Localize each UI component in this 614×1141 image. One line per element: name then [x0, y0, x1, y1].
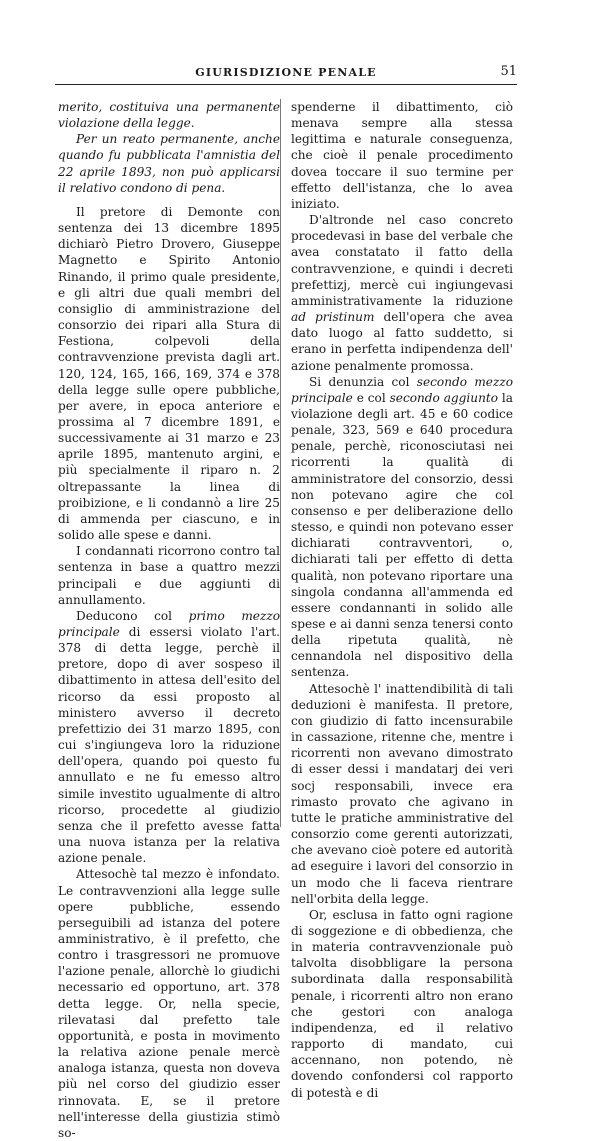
paragraph-maxim: Per un reato permanente, anche quando fu pubblicata l'amnistia del 22 aprile 1893, non può applicarsi il relativo condono di pena.	[58, 132, 280, 195]
paragraph-facts: Il pretore di Demonte con sentenza dei 13 dicembre 1895 dichiarò Pietro Drovero, Giuseppe Magnetto e Spirito Antonio Rinando, il primo quale presidente, e gli altri due quali membri del consiglio di amministrazione del consorzio dei ripari alla Stura di Festiona, colpevoli della contravvenzione prevista dagli art. 120, 124, 165, 166, 169, 374 e 378 della legge sulle opere pubbliche, per avere, in epoca anteriore e prossima al 7 dicembre 1891, e successivamente ai 31 marzo e 23 aprile 1895, mantenuto argini, e più specialmente il riparo n. 2 oltrepassante la linea di proibizione, e li condannò a lire 25 di ammenda per ciascuno, e in solido alle spese e danni.	[58, 204, 280, 543]
paragraph-first-ground	[58, 608, 280, 867]
paragraph-ruling-second: Attesochè l' inattendibilità di tali deduzioni è manifesta. Il pretore, con giudizio di fatto incensurabile in cassazione, ritenne che, mentre i ricorrenti non avevano dimostrato di esser dessi i mandatarj dei veri socj responsabili, invece era rimasto provato che agivano in tutte le pratiche amministrative del consorzio come gerenti autorizzati, che avevano cioè potere ed autorità ad eseguire i lavori del consorzio in un modo che li faceva rientrare nell'orbita della legge.	[291, 681, 513, 906]
page-number: 51	[500, 64, 517, 79]
text-run: dell'opera che avea dato luogo al fatto suddetto, si erano in perfetta indipendenza dell' azione penalmente promossa.	[291, 310, 514, 373]
running-header	[55, 66, 517, 85]
text-run: Deducono col	[76, 608, 189, 623]
text-run: e col	[352, 390, 390, 405]
emphasis: secondo aggiunto	[389, 390, 499, 405]
paragraph-maxim-end: merito, costituiva una permanente violazione della legge.	[58, 100, 280, 131]
text-run: la violazione degli art. 45 e 60 codice penale, 323, 569 e 640 procedura penale, perchè, riconosciutasi nei ricorrenti la qualità di amministratore del consorzio, dessi non potevano agire che col consenso e per deliberazione dello stesso, e quindi non potevano esser dichiarati contravventori, o, dichiarati tali per effetto di detta qualità, non potevano riportare una singola condanna all'ammenda ed essere condannanti in solido alle spese e ai danni senza tenersi conto della ripetuta qualità, nè cennandola nel dispositivo della sentenza.	[291, 390, 513, 680]
emphasis: primo mezzo principale	[58, 608, 280, 639]
paragraph-subordination: Or, esclusa in fatto ogni ragione di soggezione e di obbedienza, che in materia contravvenzionale può talvolta disobbligare la persona subordinata dalla responsabilità penale, i ricorrenti altro non erano che gestori con analoga indipendenza, ed il relativo rapporto di mandato, cui accennano, non potendo, nè dovendo confondersi col rapporto di potestà e di	[291, 907, 513, 1100]
emphasis: ad pristinum	[291, 310, 375, 325]
paragraph-second-ground	[291, 374, 513, 681]
text-run: di essersi violato l'art. 378 di detta legge, perchè il pretore, dopo di aver sospeso il dibattimento in attesa dell'esito del ricorso da essi proposto al ministero avverso il decreto prefettizio dei 31 marzo 1895, con cui s'ingiungeva loro la riduzione dell'opera, quando poi questo fu annullato e ne fu emesso altro simile investito ugualmente di altro ricorso, procedette al giudizio senza che il prefetto avesse fatta una nuova istanza per la relativa azione penale.	[58, 625, 280, 866]
running-title: GIURISDIZIONE PENALE	[195, 66, 377, 79]
text-run: Si denunzia col	[309, 374, 417, 389]
text-run: D'altronde nel caso concreto procedevasi in base del verbale che avea constatato il fatto della contravvenzione, e quindi i decreti prefettizj, mercè cui ingiungevasi amministrativamente la riduzione	[291, 213, 513, 308]
paragraph-continuation: spenderne il dibattimento, ciò menava sempre alla stessa legittima e naturale conseguenza, che cioè il penale procedimento dovea toccare il suo termine per effetto dell'istanza, che lo avea iniziato.	[291, 100, 513, 211]
emphasis: secondo mezzo principale	[291, 374, 513, 405]
paragraph-moreover	[291, 212, 513, 374]
right-column	[291, 99, 513, 1101]
paragraph-appeal: I condannati ricorrono contro tal sentenza in base a quattro mezzi principali e due aggiunti di annullamento.	[58, 544, 280, 607]
left-column	[58, 99, 280, 1141]
column-divider	[280, 99, 281, 827]
paragraph-ruling-first: Attesochè tal mezzo è infondato. Le contravvenzioni alla legge sulle opere pubbliche, essendo perseguibili ad istanza del potere amministrativo, è il prefetto, che contro i trasgressori ne promuove l'azione penale, allorchè lo giudichi necessario ed opportuno, art. 378 detta legge. Or, nella specie, rilevatasi dal prefetto tale opportunità, e posta in movimento la relativa azione penale mercè analoga istanza, questa non doveva più nel corso del giudizio esser rinnovata. E, se il pretore nell'interesse della giustizia stimò so-	[58, 867, 280, 1140]
